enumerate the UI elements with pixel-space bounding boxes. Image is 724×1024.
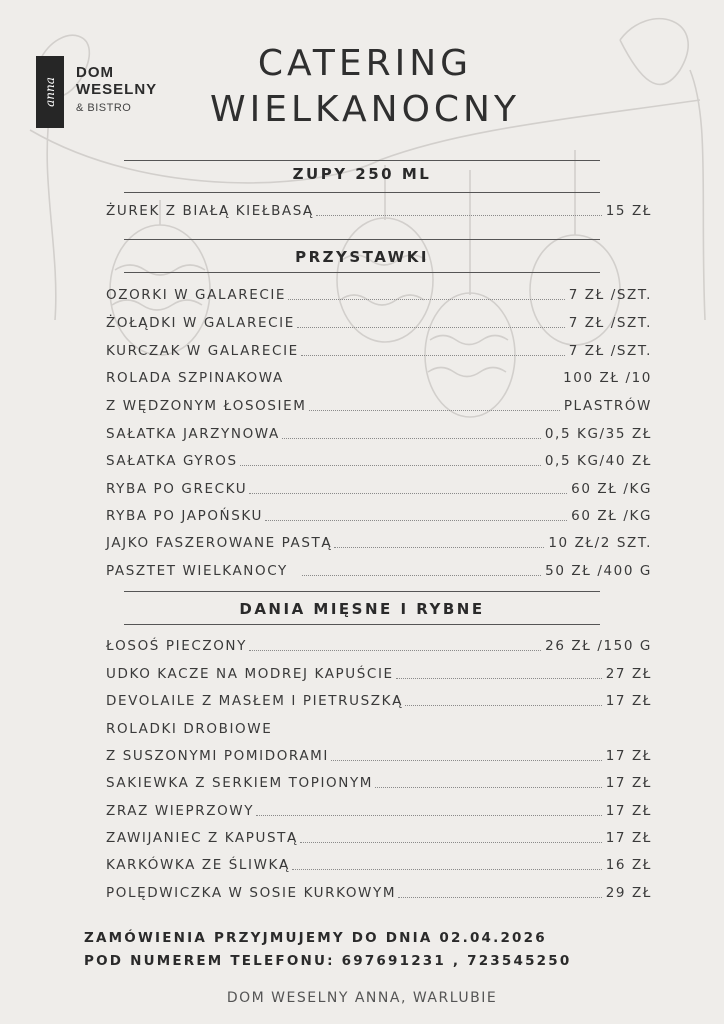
section-heading-soups: ZUPY 250 ML — [292, 165, 432, 183]
section-rule-bottom — [124, 272, 600, 273]
menu-item-price: 10 ZŁ/2 SZT. — [548, 535, 652, 551]
menu-item-price: 0,5 KG/35 ZŁ — [544, 426, 652, 442]
menu-item-price: 7 ZŁ /SZT. — [568, 287, 652, 303]
phone-numbers-text: POD NUMEREM TELEFONU: 697691231 , 723545250 — [84, 953, 572, 969]
menu-item — [106, 201, 652, 219]
menu-item — [106, 533, 652, 551]
section-rule-top — [124, 160, 600, 161]
logo-mark — [36, 56, 64, 128]
leader-dots — [309, 409, 560, 411]
leader-dots — [334, 546, 544, 548]
leader-dots — [405, 704, 602, 706]
page-title-line-2: WIELKANOCNY — [210, 89, 520, 130]
logo-line-3: & BISTRO — [76, 102, 132, 114]
leader-dots — [288, 298, 565, 300]
menu-item-name: DEVOLAILE Z MASŁEM I PIETRUSZKĄ — [106, 693, 403, 709]
leader-dots — [302, 574, 541, 576]
leader-dots — [292, 868, 602, 870]
menu-item — [106, 664, 652, 682]
menu-item-name: ZAWIJANIEC Z KAPUSTĄ — [106, 830, 298, 846]
menu-item-name: JAJKO FASZEROWANE PASTĄ — [106, 535, 333, 551]
menu-item-price: PLASTRÓW — [563, 398, 652, 414]
menu-item — [106, 691, 652, 709]
menu-item-name: ŻUREK Z BIAŁĄ KIEŁBASĄ — [106, 203, 314, 219]
menu-item-price: 17 ZŁ — [605, 693, 652, 709]
menu-item — [106, 341, 652, 359]
menu-item-price: 29 ZŁ — [605, 885, 652, 901]
leader-dots — [256, 814, 602, 816]
leader-dots — [375, 786, 602, 788]
leader-dots — [249, 492, 567, 494]
section-rule-top — [124, 239, 600, 240]
menu-item-name: POLĘDWICZKA W SOSIE KURKOWYM — [106, 885, 397, 901]
menu-item-name: KURCZAK W GALARECIE — [106, 343, 299, 359]
menu-item-name: ZRAZ WIEPRZOWY — [106, 803, 255, 819]
menu-item-name: Z SUSZONYMI POMIDORAMI — [106, 748, 330, 764]
menu-item-price: 17 ZŁ — [605, 775, 652, 791]
menu-item-name: RYBA PO GRECKU — [106, 481, 248, 497]
leader-dots — [265, 519, 567, 521]
menu-item-price: 7 ZŁ /SZT. — [568, 343, 652, 359]
section-rule-bottom — [124, 624, 600, 625]
leader-dots — [396, 677, 602, 679]
section-heading-starters: PRZYSTAWKI — [295, 248, 429, 266]
menu-item-price: 0,5 KG/40 ZŁ — [544, 453, 652, 469]
menu-item — [106, 424, 652, 442]
menu-item — [106, 396, 652, 414]
menu-item — [106, 883, 652, 901]
menu-item — [106, 746, 652, 764]
menu-item-price: 100 ZŁ /10 — [563, 370, 652, 386]
logo-script-text: anna — [43, 77, 58, 107]
menu-item — [106, 561, 652, 579]
menu-item-price: 16 ZŁ — [605, 857, 652, 873]
menu-item — [106, 719, 652, 737]
menu-item-price: 60 ZŁ /KG — [571, 481, 652, 497]
venue-text: DOM WESELNY ANNA, WARLUBIE — [226, 990, 498, 1006]
order-deadline-text: ZAMÓWIENIA PRZYJMUJEMY DO DNIA 02.04.2026 — [84, 930, 547, 946]
menu-item-name: ROLADA SZPINAKOWA — [106, 370, 284, 386]
menu-item-name: SAŁATKA GYROS — [106, 453, 238, 469]
menu-item — [106, 451, 652, 469]
menu-item-price: 17 ZŁ — [605, 830, 652, 846]
menu-item-name: SAKIEWKA Z SERKIEM TOPIONYM — [106, 775, 374, 791]
menu-item — [106, 479, 652, 497]
section-rule-bottom — [124, 192, 600, 193]
menu-item-name: OZORKI W GALARECIE — [106, 287, 287, 303]
menu-item — [106, 855, 652, 873]
leader-dots — [331, 759, 602, 761]
menu-item-name: PASZTET WIELKANOCY — [106, 563, 288, 579]
menu-item-name: SAŁATKA JARZYNOWA — [106, 426, 280, 442]
menu-item-name: KARKÓWKA ZE ŚLIWKĄ — [106, 857, 290, 873]
leader-dots — [316, 214, 602, 216]
menu-item-name: ROLADKI DROBIOWE — [106, 721, 273, 737]
leader-dots — [398, 896, 602, 898]
logo-line-2: WESELNY — [76, 81, 158, 98]
menu-item-price: 7 ZŁ /SZT. — [568, 315, 652, 331]
menu-item-name: Z WĘDZONYM ŁOSOSIEM — [106, 398, 307, 414]
menu-item-price: 15 ZŁ — [605, 203, 652, 219]
menu-item — [106, 368, 652, 386]
leader-dots — [249, 649, 541, 651]
leader-dots — [240, 464, 541, 466]
menu-item-price: 26 ZŁ /150 G — [545, 638, 652, 654]
menu-item-name: ŁOSOŚ PIECZONY — [106, 638, 247, 654]
section-heading-main-dishes: DANIA MIĘSNE I RYBNE — [239, 600, 485, 618]
leader-dots — [300, 841, 602, 843]
leader-dots — [297, 326, 565, 328]
menu-item — [106, 506, 652, 524]
menu-item-price: 17 ZŁ — [605, 748, 652, 764]
leader-dots — [282, 437, 541, 439]
menu-item-name: RYBA PO JAPOŃSKU — [106, 508, 263, 524]
menu-item-price: 17 ZŁ — [605, 803, 652, 819]
menu-item — [106, 828, 652, 846]
page-title-line-1: CATERING — [257, 43, 473, 84]
menu-item — [106, 636, 652, 654]
menu-item-price: 50 ZŁ /400 G — [545, 563, 652, 579]
logo-line-1: DOM — [76, 64, 114, 81]
menu-item-price: 60 ZŁ /KG — [571, 508, 652, 524]
menu-item — [106, 773, 652, 791]
menu-item-name: ŻOŁĄDKI W GALARECIE — [106, 315, 295, 331]
section-rule-top — [124, 591, 600, 592]
menu-item — [106, 285, 652, 303]
leader-dots — [301, 354, 565, 356]
menu-item — [106, 313, 652, 331]
menu-item — [106, 801, 652, 819]
menu-item-name: UDKO KACZE NA MODREJ KAPUŚCIE — [106, 666, 394, 682]
menu-item-price: 27 ZŁ — [605, 666, 652, 682]
